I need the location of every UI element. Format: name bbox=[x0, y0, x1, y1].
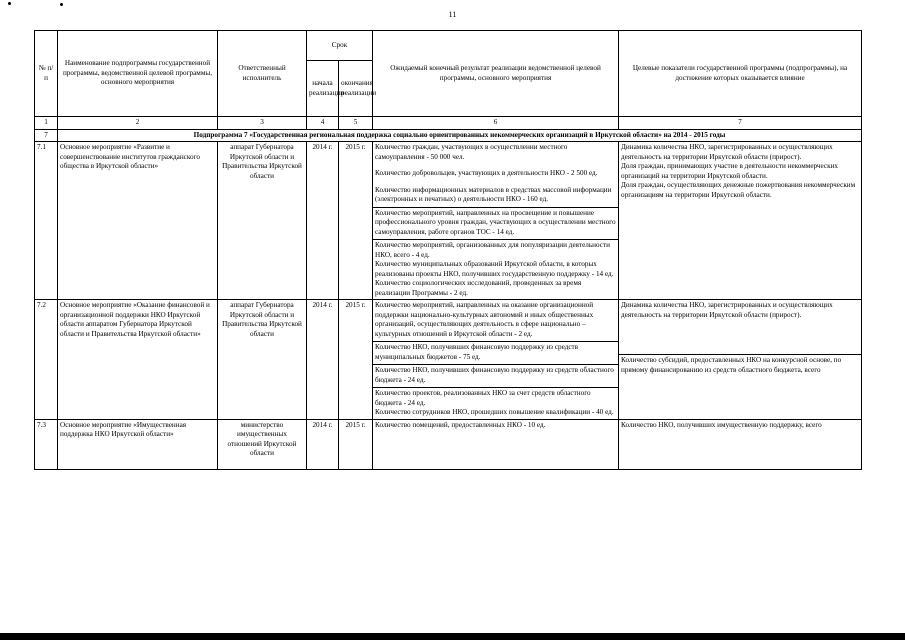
indicator-item: Динамика количества НКО, зарегистрированных и осуществляющих деятельность на территории Иркутской области (прирост). bbox=[621, 301, 833, 319]
table-row bbox=[35, 300, 862, 420]
row-end: 2015 г. bbox=[339, 300, 373, 420]
header-executor: Ответственный исполнитель bbox=[218, 31, 307, 117]
scan-speck bbox=[60, 3, 63, 6]
col-number: 2 bbox=[58, 117, 218, 130]
section-row bbox=[35, 129, 862, 142]
result-item: Количество информационных материалов в средствах массовой информации (электронных и печатных) о деятельности НКО - 160 ед. bbox=[375, 185, 612, 203]
row-start: 2014 г. bbox=[307, 300, 339, 420]
row-indicators bbox=[619, 300, 862, 420]
row-num: 7.1 bbox=[35, 142, 58, 300]
row-results bbox=[373, 142, 619, 300]
row-name: Основное мероприятие «Оказание финансовой и организационной поддержки НКО Иркутской области аппаратом Губернатора Иркутской области и Правительства Иркутской области» bbox=[58, 300, 218, 420]
col-number: 6 bbox=[373, 117, 619, 130]
col-number: 5 bbox=[339, 117, 373, 130]
row-indicators bbox=[619, 142, 862, 300]
result-item: Количество мероприятий, направленных на просвещение и повышение профессионального уровня граждан, участвующих в осуществлении местного самоуправления, работе органов ТОС - 14 ед. bbox=[373, 207, 618, 238]
row-end: 2015 г. bbox=[339, 419, 373, 469]
row-indicators bbox=[619, 419, 862, 469]
header-end: окончания реализации bbox=[339, 61, 373, 117]
row-start: 2014 г. bbox=[307, 142, 339, 300]
scan-edge bbox=[0, 633, 905, 640]
section-num: 7 bbox=[35, 129, 58, 142]
row-results bbox=[373, 300, 619, 420]
header-num: № п/п bbox=[35, 31, 58, 117]
row-num: 7.2 bbox=[35, 300, 58, 420]
row-results bbox=[373, 419, 619, 469]
column-number-row bbox=[35, 117, 862, 130]
col-number: 4 bbox=[307, 117, 339, 130]
page-number: 11 bbox=[448, 10, 457, 19]
result-item: Количество сотрудников НКО, прошедших повышение квалификации - 40 ед. bbox=[375, 408, 614, 416]
result-item: Количество НКО, получивших финансовую поддержку из средств муниципальных бюджетов - 75 ед. bbox=[373, 341, 618, 362]
program-table bbox=[34, 30, 862, 470]
row-name: Основное мероприятие «Имущественная поддержка НКО Иркутской области» bbox=[58, 419, 218, 469]
table-row bbox=[35, 142, 862, 300]
indicator-item: Количество субсидий, предоставленных НКО на конкурсной основе, по прямому финансированию из средств областного бюджета, всего bbox=[619, 354, 861, 375]
result-item: Количество граждан, участвующих в осуществлении местного самоуправления - 50 000 чел. bbox=[375, 143, 568, 161]
row-num: 7.3 bbox=[35, 419, 58, 469]
header-indicators: Целевые показатели государственной программы (подпрограммы), на достижение которых оказывается влияние bbox=[619, 31, 862, 117]
col-number: 7 bbox=[619, 117, 862, 130]
col-number: 3 bbox=[218, 117, 307, 130]
result-item: Количество проектов, реализованных НКО за счет средств областного бюджета - 24 ед. bbox=[373, 387, 618, 408]
indicator-item: Динамика количества НКО, зарегистрированных и осуществляющих деятельность на территории Иркутской области (прирост). bbox=[621, 143, 833, 161]
scan-speck bbox=[8, 2, 11, 5]
section-title: Подпрограмма 7 «Государственная региональная поддержка социально ориентированных некоммерческих организаций в Иркутской области» на 2014 - 2015 годы bbox=[58, 129, 862, 142]
header-term: Срок bbox=[307, 31, 373, 61]
indicator-item: Доля граждан, осуществляющих денежные пожертвования некоммерческим организациям на территории Иркутской области. bbox=[621, 181, 856, 199]
header-name: Наименование подпрограммы государственной программы, ведомственной целевой программы, основного мероприятия bbox=[58, 31, 218, 117]
row-executor: аппарат Губернатора Иркутской области и Правительства Иркутской области bbox=[218, 142, 307, 300]
result-item: Количество муниципальных образований Иркутской области, в которых реализованы проекты НКО, получивших государственную поддержку - 14 ед. bbox=[375, 260, 614, 278]
result-item: Количество НКО, получивших финансовую поддержку из средств областного бюджета - 24 ед. bbox=[373, 364, 618, 385]
row-executor: министерство имущественных отношений Иркутской области bbox=[218, 419, 307, 469]
row-name: Основное мероприятие «Развитие и совершенствование институтов гражданского общества в Иркутской области» bbox=[58, 142, 218, 300]
result-item: Количество мероприятий, направленных на оказание организационной поддержки национально-культурных автономий и иных общественных организаций, осуществляющих деятельность в сфере национально – культурных отношений в Иркутской области - 2 ед. bbox=[375, 301, 594, 338]
indicator-item: Доля граждан, принимающих участие в деятельности некоммерческих организаций на территории Иркутской области. bbox=[621, 162, 839, 180]
header-start: начала реализации bbox=[307, 61, 339, 117]
row-start: 2014 г. bbox=[307, 419, 339, 469]
row-end: 2015 г. bbox=[339, 142, 373, 300]
table-row bbox=[35, 419, 862, 469]
col-number: 1 bbox=[35, 117, 58, 130]
result-item: Количество добровольцев, участвующих в деятельности НКО - 2 500 ед. bbox=[375, 169, 598, 177]
header-result: Ожидаемый конечный результат реализации ведомственной целевой программы, основного мероприятия bbox=[373, 31, 619, 117]
result-item: Количество помещений, предоставленных НКО - 10 ед. bbox=[375, 420, 546, 429]
result-item: Количество социологических исследований, проведенных за время реализации Программы - 2 ед. bbox=[375, 279, 582, 297]
indicator-item: Количество НКО, получивших имущественную поддержку, всего bbox=[621, 420, 822, 429]
row-executor: аппарат Губернатора Иркутской области и Правительства Иркутской области bbox=[218, 300, 307, 420]
result-item: Количество мероприятий, организованных для популяризации деятельности НКО, всего - 4 ед. bbox=[373, 239, 618, 260]
